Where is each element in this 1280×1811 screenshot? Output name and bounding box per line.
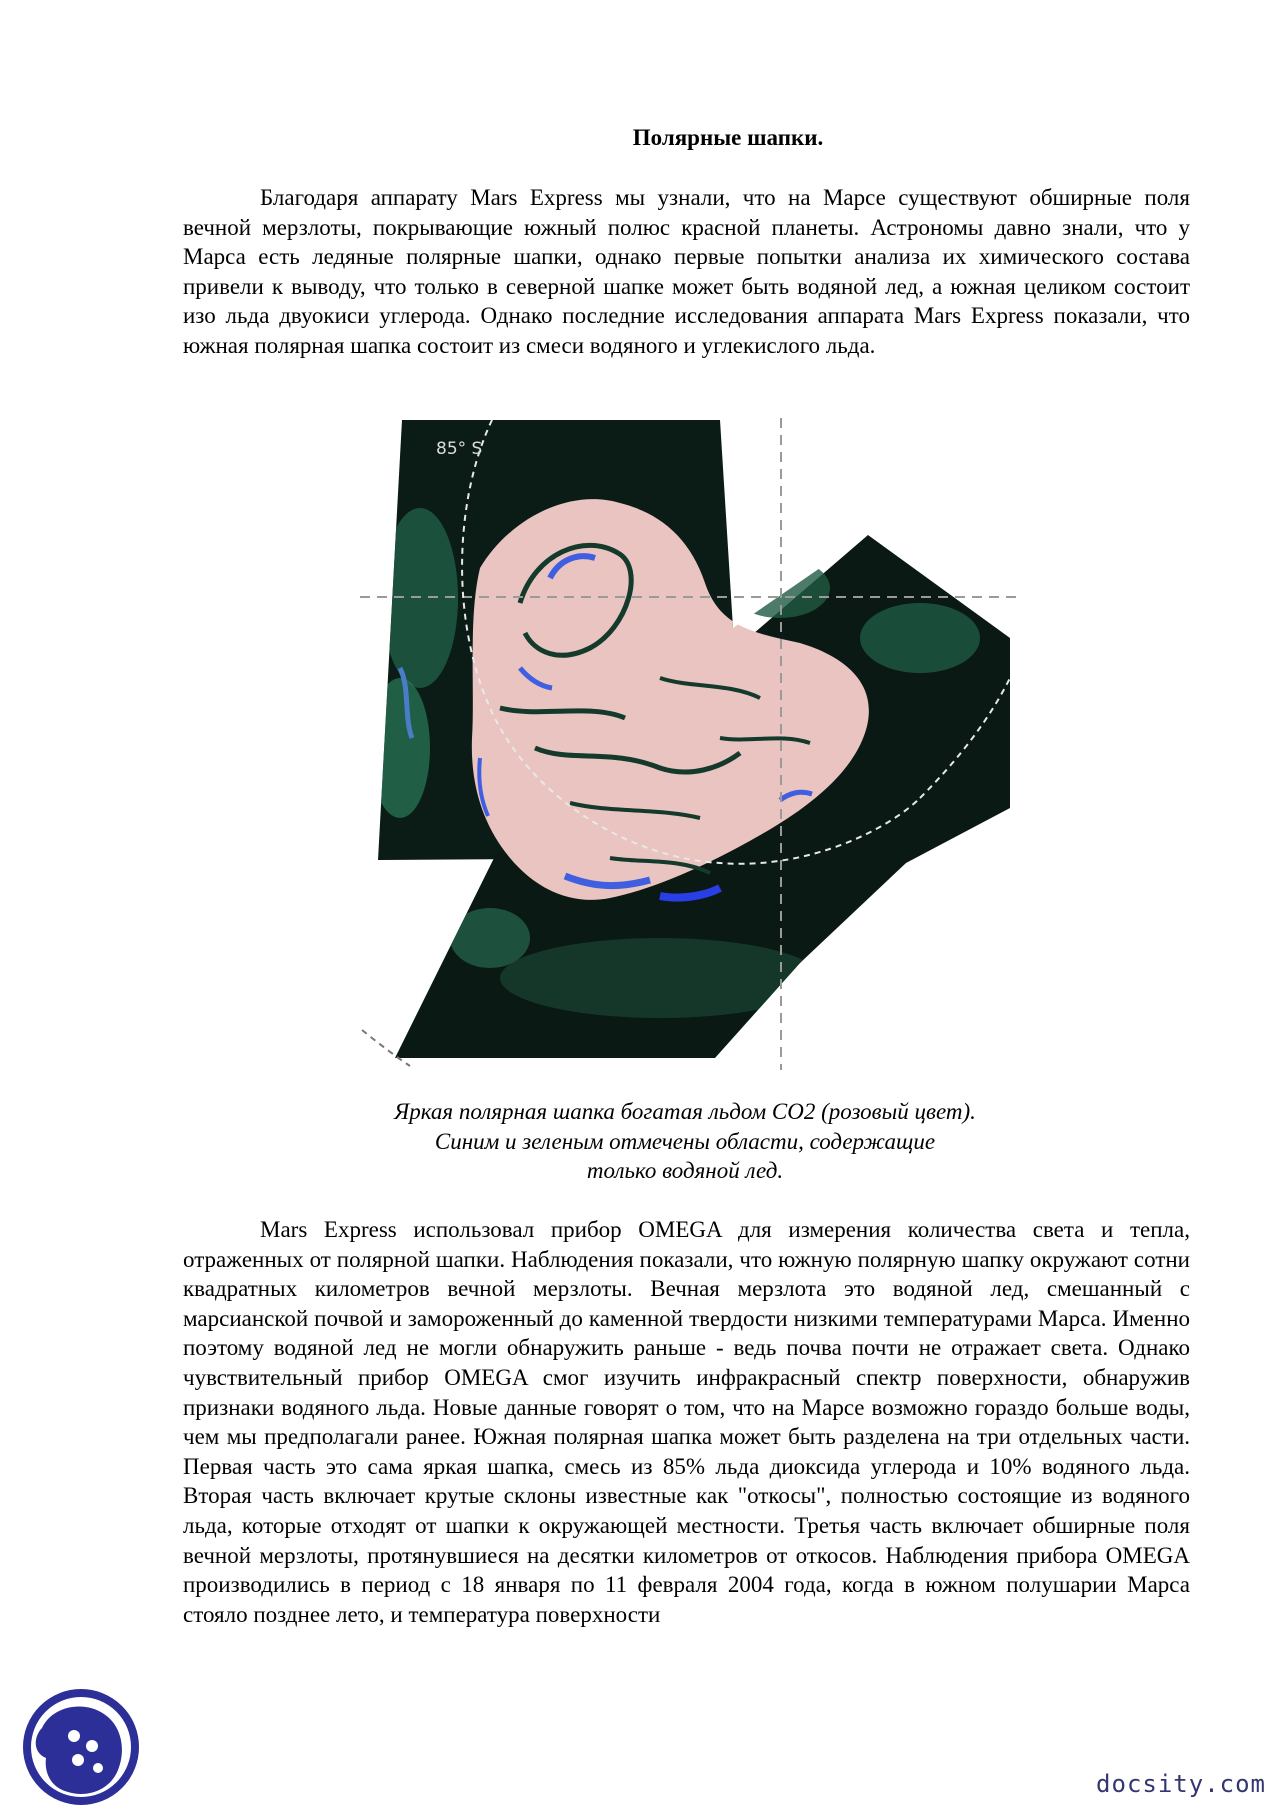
page-title: Полярные шапки.: [632, 125, 824, 150]
paragraph-intro: [183, 183, 1190, 361]
docsity-logo-icon[interactable]: [22, 1688, 140, 1806]
paragraph-omega-text: Mars Express использовал прибор OMEGA для измерения количества света и тепла, отраженных от полярной шапки. Наблюдения показали, что южную полярную шапку окружают сотни квадратных километров вечной мерзлоты. Вечная мерзлота это водяной лед, смешанный с марсианской почвой и замороженный до каменной твердости низкими температурами Марса. Именно поэтому водяной лед не могли обнаружить раньше - ведь почва почти не отражает света. Однако чувствительный прибор OMEGA смог изучить инфракрасный спектр поверхности, обнаружив признаки водяного льда. Новые данные говорят о том, что на Марсе возможно гораздо больше воды, чем мы предполагали ранее. Южная полярная шапка может быть разделена на три отдельных части. Первая часть это сама яркая шапка, смесь из 85% льда диоксида углерода и 10% водяного льда. Вторая часть включает крутые склоны известные как "откосы", полностью состоящие из водяного льда, которые отходят от шапки к окружающей местности. Третья часть включает обширные поля вечной мерзлоты, протянувшиеся на десятки километров от откосов. Наблюдения прибора OMEGA производились в период с 18 января по 11 февраля 2004 года, когда в южном полушарии Марса стояло позднее лето, и температура поверхности: [183, 1217, 1190, 1627]
caption-line-2: Синим и зеленым отмечены области, содержащие: [434, 1128, 936, 1154]
brand-link[interactable]: docsity.com: [1096, 1770, 1266, 1798]
caption-line-3: только водяной лед.: [586, 1158, 784, 1183]
figure-caption: [300, 1097, 1070, 1186]
polar-cap-image: [360, 418, 1020, 1070]
caption-line-1: Яркая полярная шапка богатая льдом CO2 (розовый цвет).: [394, 1099, 976, 1124]
paragraph-intro-text: Благодаря аппарату Mars Express мы узнали, что на Марсе существуют обширные поля вечной мерзлоты, покрывающие южный полюс красной планеты. Астрономы давно знали, что у Марса есть ледяные полярные шапки, однако первые попытки анализа их химического состава привели к выводу, что только в северной шапке может быть водяной лед, а южная целиком состоит изо льда двуокиси углерода. Однако последние исследования аппарата Mars Express показали, что южная полярная шапка состоит из смеси водяного и углекислого льда.: [183, 185, 1190, 358]
latitude-label: 85° S: [436, 439, 483, 459]
paragraph-omega: [183, 1215, 1190, 1629]
